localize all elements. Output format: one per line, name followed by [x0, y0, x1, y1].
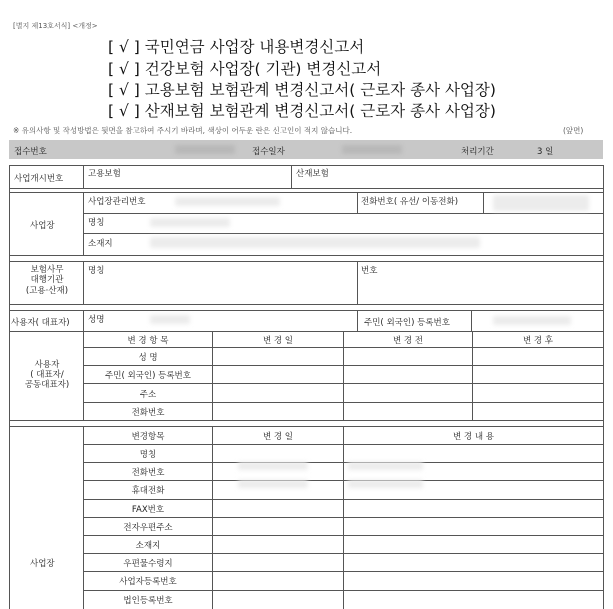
employer-regno-label: 주민( 외국인) 등록번호	[364, 318, 450, 328]
workplace-address-label: 소재지	[88, 239, 113, 249]
industrial-insurance-field[interactable]: 산재보험	[296, 169, 329, 179]
workplace-item-email: 전자우편주소	[123, 522, 173, 533]
employer-header-date: 변 경 일	[262, 336, 294, 346]
employer-name-value	[150, 315, 190, 324]
receipt-date-label: 접수일자	[252, 147, 285, 157]
employer-name-label: 성명	[88, 315, 105, 325]
workplace-header-item: 변경항목	[131, 432, 165, 442]
agency-section-label-2: 대행기관	[30, 275, 64, 285]
mobile-change-date	[238, 480, 308, 488]
workplace-item-corp-regno: 법인등록번호	[123, 595, 173, 606]
form-title-pension: [ √ ] 국민연금 사업장 내용변경신고서	[108, 38, 365, 56]
workplace-item-mobile: 휴대전화	[131, 486, 165, 497]
workplace-mgmt-number-value	[175, 197, 280, 206]
employer-item-phone: 전화번호	[131, 408, 165, 418]
employer-changes-section-3: 공동대표자)	[24, 380, 70, 390]
employer-header-before: 변 경 전	[392, 336, 424, 346]
workplace-phone-label: 전화번호( 유선/ 이동전화)	[361, 197, 459, 207]
form-title-health: [ √ ] 건강보험 사업장( 기관) 변경신고서	[108, 60, 382, 78]
workplace-address-value	[150, 237, 480, 248]
employer-header-item: 변 경 항 목	[127, 336, 169, 346]
processing-period-value: 3 일	[537, 147, 554, 157]
agency-number-label: 번호	[361, 266, 378, 276]
workplace-item-phone: 전화번호	[131, 468, 165, 479]
workplace-item-fax: FAX번호	[131, 504, 165, 515]
workplace-header-content: 변 경 내 용	[453, 432, 494, 442]
form-title-employment: [ √ ] 고용보험 보험관계 변경신고서( 근로자 종사 사업장)	[108, 81, 496, 99]
workplace-section-label: 사업장	[30, 221, 55, 231]
agency-section-label-1: 보험사무	[30, 265, 64, 275]
receipt-bar	[9, 140, 603, 159]
phone-change-date	[238, 462, 308, 470]
receipt-number-label: 접수번호	[14, 147, 47, 157]
employer-label: 사용자( 대표자)	[11, 318, 70, 328]
workplace-header-date: 변 경 일	[262, 432, 294, 442]
receipt-date-value	[342, 145, 402, 154]
workplace-phone-value	[493, 195, 589, 211]
agency-name-label: 명칭	[88, 266, 105, 276]
form-title-industrial: [ √ ] 산재보험 보험관계 변경신고서( 근로자 종사 사업장)	[108, 102, 496, 120]
workplace-name-value	[150, 218, 230, 227]
phone-change-content	[348, 462, 423, 470]
workplace-item-business-regno: 사업자등록번호	[119, 577, 177, 588]
workplace-name-label: 명칭	[88, 218, 105, 228]
employer-item-regno: 주민( 외국인) 등록번호	[105, 371, 191, 381]
workplace-item-name: 명칭	[139, 450, 157, 460]
notice-text: ※ 유의사항 및 작성방법은 뒷면을 참고하여 주시기 바라며, 색상이 어두운 란은 신고인이 적지 않습니다.	[13, 126, 353, 135]
processing-period-label: 처리기간	[461, 147, 494, 157]
receipt-number-value	[175, 145, 235, 154]
workplace-mgmt-number-label: 사업장관리번호	[88, 197, 146, 207]
employment-insurance-field[interactable]: 고용보험	[88, 169, 121, 179]
mobile-change-content	[348, 480, 423, 488]
employer-changes-section-2: ( 대표자/	[30, 370, 64, 380]
business-start-number-label: 사업개시번호	[14, 174, 64, 184]
employer-header-after: 변 경 후	[522, 336, 554, 346]
agency-section-label-3: (고용·산재)	[25, 286, 69, 296]
workplace-changes-section-label: 사업장	[30, 559, 55, 569]
workplace-item-address: 소재지	[135, 541, 161, 551]
page-side-label: (앞면)	[563, 126, 584, 135]
employer-item-name: 성 명	[138, 353, 158, 363]
form-reference: [별지 제13호서식] <개정>	[13, 22, 98, 30]
employer-changes-section-1: 사용자	[34, 360, 60, 370]
workplace-item-mail-address: 우편물수령지	[123, 559, 173, 570]
employer-regno-value	[493, 316, 571, 325]
employer-item-address: 주소	[139, 390, 157, 400]
